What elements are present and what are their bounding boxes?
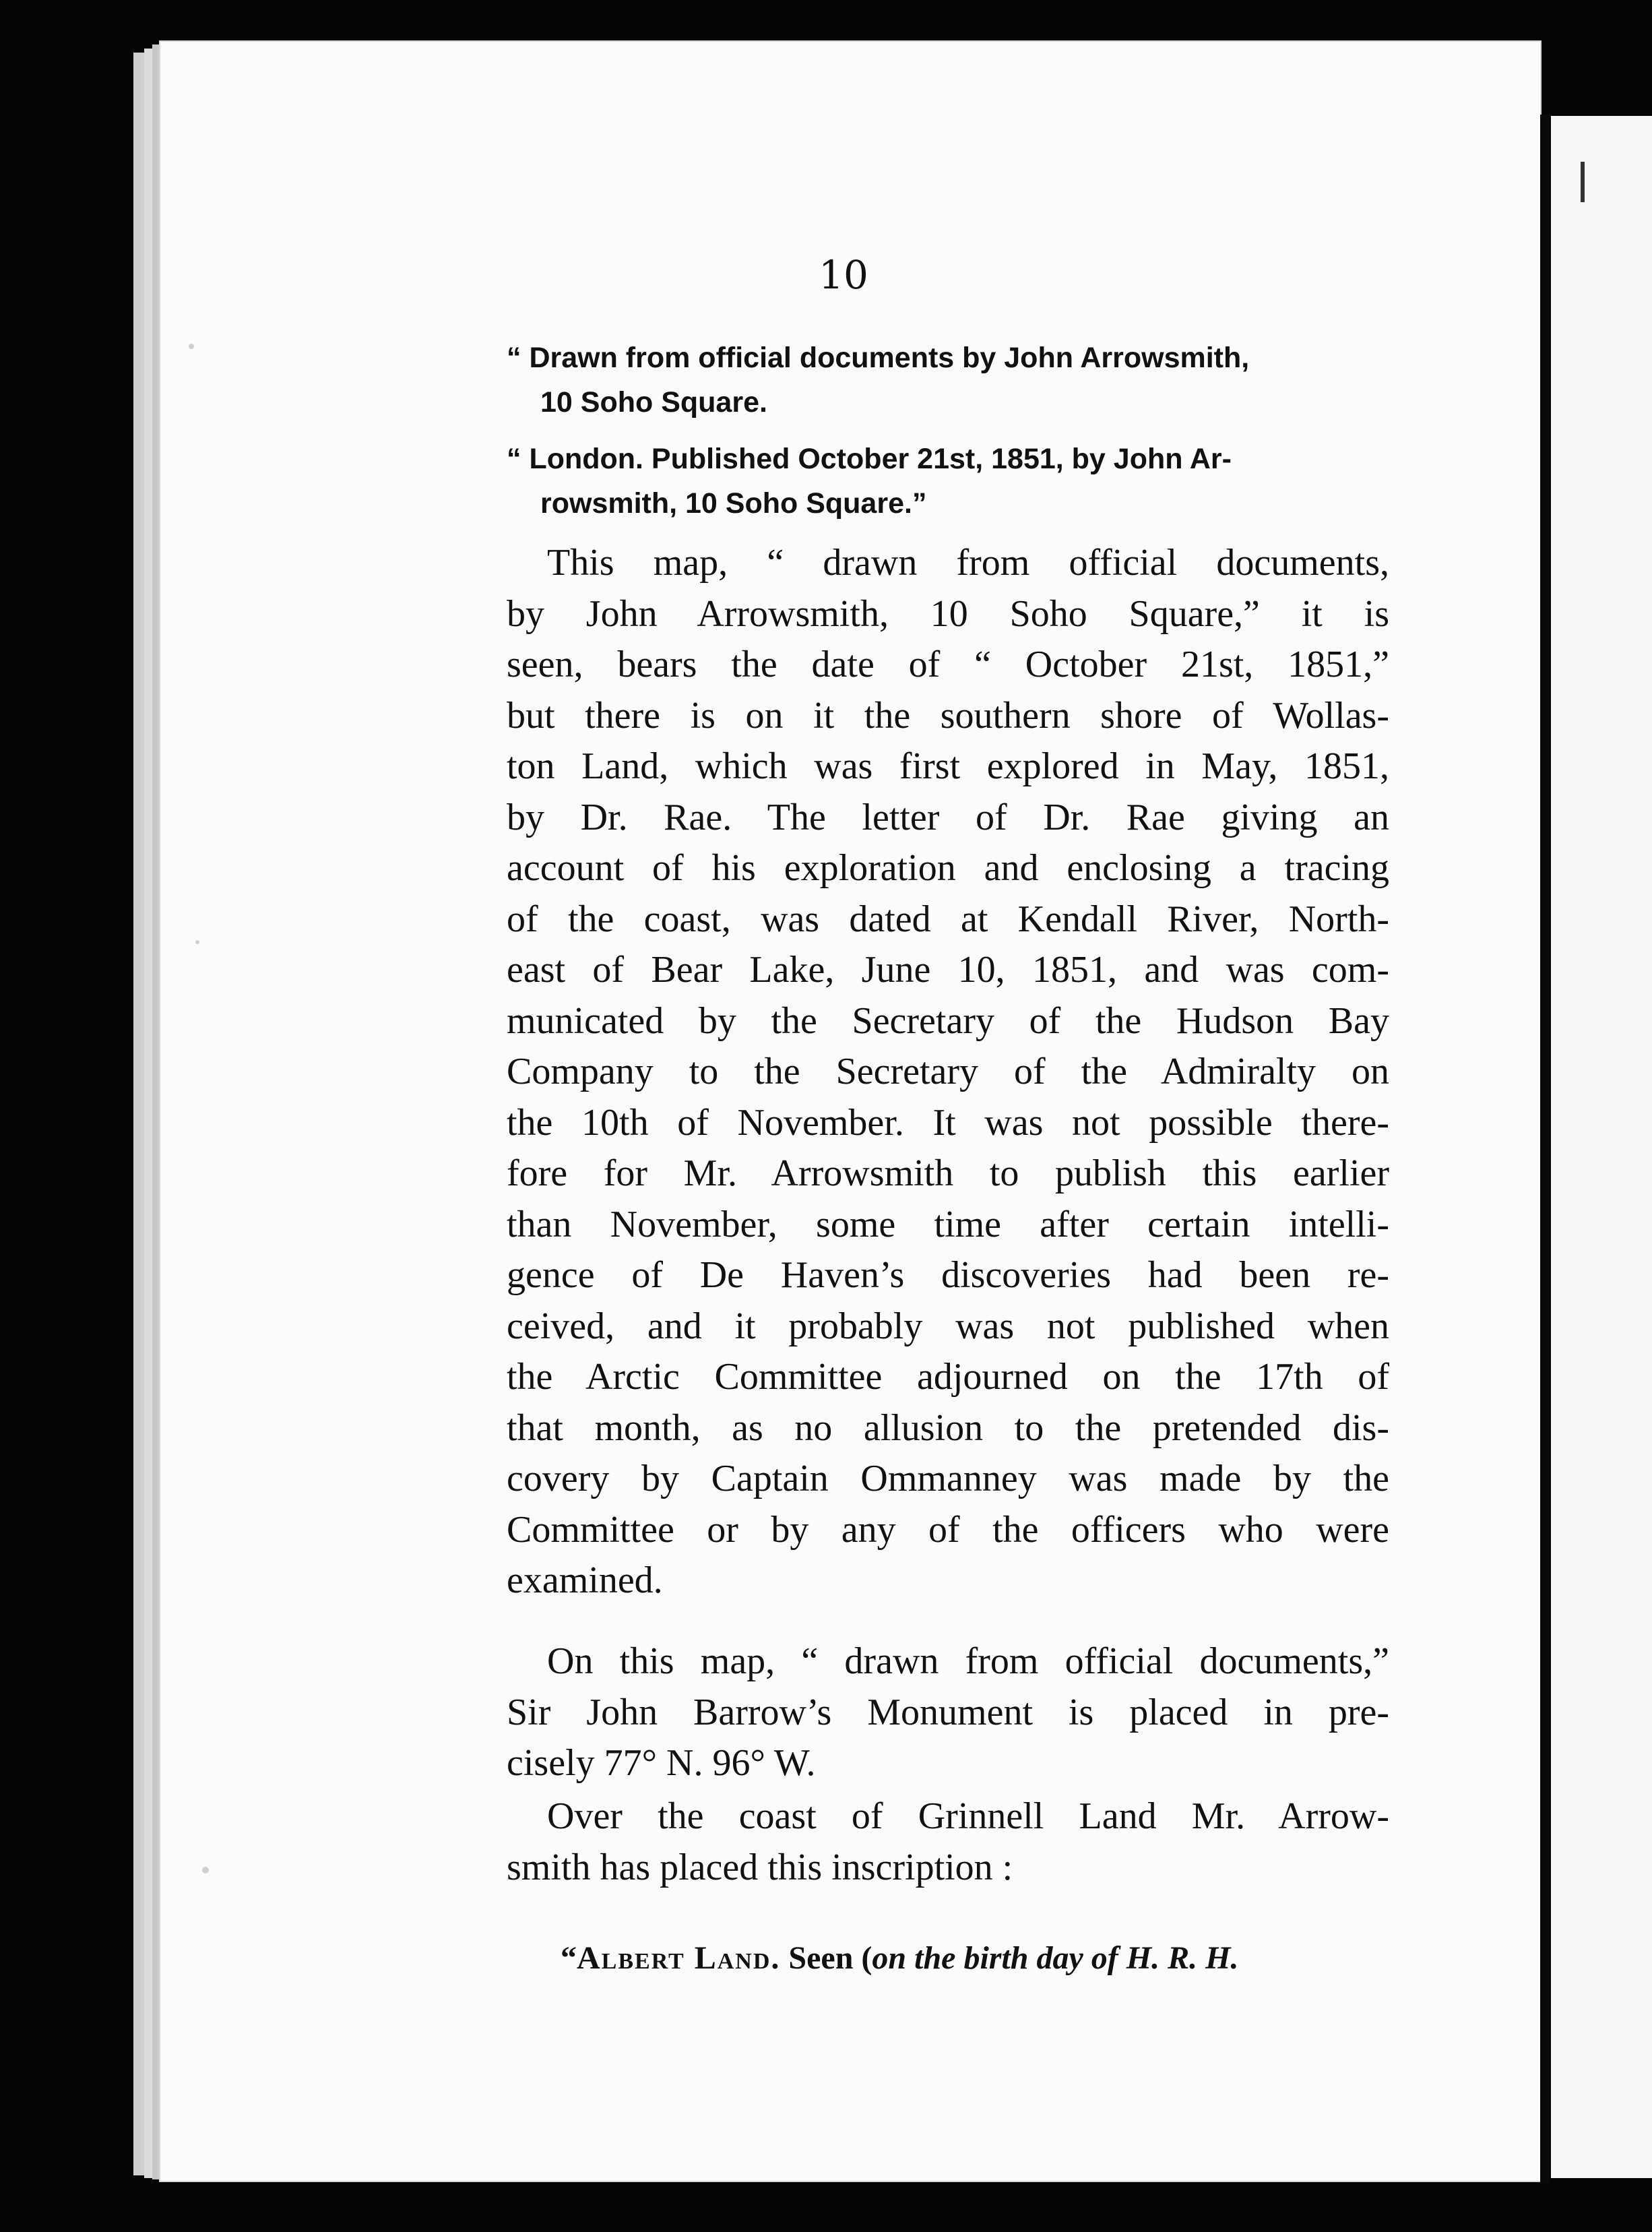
speck [195, 940, 199, 944]
albert-land: Albert Land. [577, 1940, 781, 1976]
text-line: Committee or by any of the officers who were [507, 1508, 1389, 1551]
text-line: Over the coast of Grinnell Land Mr. Arrow- [547, 1795, 1389, 1837]
page-number: 10 [819, 252, 868, 298]
quote-line: rowsmith, 10 Soho Square.” [540, 487, 927, 520]
text-line: examined. [507, 1559, 663, 1601]
text-line: of the coast, was dated at Kendall River, North- [507, 898, 1389, 940]
page-gutter-line [1540, 115, 1550, 2183]
text-line: that month, as no allusion to the pretended dis- [507, 1406, 1389, 1449]
text-line: but there is on it the southern shore of Wollas- [507, 694, 1389, 737]
paragraph-1 [507, 538, 1389, 1607]
text-line: smith has placed this inscription : [507, 1846, 1013, 1888]
inscription-line [561, 1938, 1389, 1979]
text-line: account of his exploration and enclosing a tracing [507, 847, 1389, 889]
text-line: municated by the Secretary of the Hudson Bay [507, 999, 1389, 1042]
text-line: ton Land, which was first explored in May, 1851, [507, 745, 1389, 787]
text-line: fore for Mr. Arrowsmith to publish this earlier [507, 1152, 1389, 1194]
text-line: Company to the Secretary of the Admiralty on [507, 1051, 1389, 1092]
text-line: by John Arrowsmith, 10 Soho Square,” it is [507, 592, 1389, 635]
birthday-text: on the birth day of H. R. H. [872, 1940, 1239, 1976]
open-quote: “ [561, 1940, 577, 1976]
paragraph-3 [507, 1791, 1389, 1893]
quote-line: “ London. Published October 21st, 1851, by John Ar- [507, 443, 1232, 475]
text-line: gence of De Haven’s discoveries had been re- [507, 1254, 1389, 1296]
adjacent-page-strip [1551, 116, 1652, 2178]
text-line: the Arctic Committee adjourned on the 17th of [507, 1356, 1389, 1398]
speck [202, 1867, 209, 1873]
text-line: covery by Captain Ommanney was made by the [507, 1458, 1389, 1499]
paragraph-2 [507, 1636, 1389, 1789]
quote-london [507, 437, 1389, 526]
text-line: seen, bears the date of “ October 21st, 1851,” [507, 644, 1389, 685]
quote-line: “ Drawn from official documents by John Arrowsmith, [507, 342, 1250, 374]
text-line: east of Bear Lake, June 10, 1851, and was com- [507, 949, 1389, 991]
text-line: the 10th of November. It was not possible there- [507, 1101, 1389, 1144]
text-line: Sir John Barrow’s Monument is placed in pre- [507, 1691, 1389, 1733]
quote-line: 10 Soho Square. [540, 386, 767, 418]
text-line: than November, some time after certain intelli- [507, 1203, 1389, 1245]
text-line: cisely 77° N. 96° W. [507, 1742, 816, 1784]
text-line: ceived, and it probably was not published when [507, 1305, 1389, 1347]
text-line: This map, “ drawn from official documents, [547, 542, 1389, 584]
adjacent-page-mark [1581, 162, 1585, 202]
seen-text: Seen ( [780, 1940, 872, 1976]
speck [189, 344, 194, 349]
quote-drawn [507, 336, 1389, 425]
text-line: On this map, “ drawn from official documents,” [547, 1640, 1389, 1682]
text-line: by Dr. Rae. The letter of Dr. Rae giving an [507, 796, 1389, 838]
